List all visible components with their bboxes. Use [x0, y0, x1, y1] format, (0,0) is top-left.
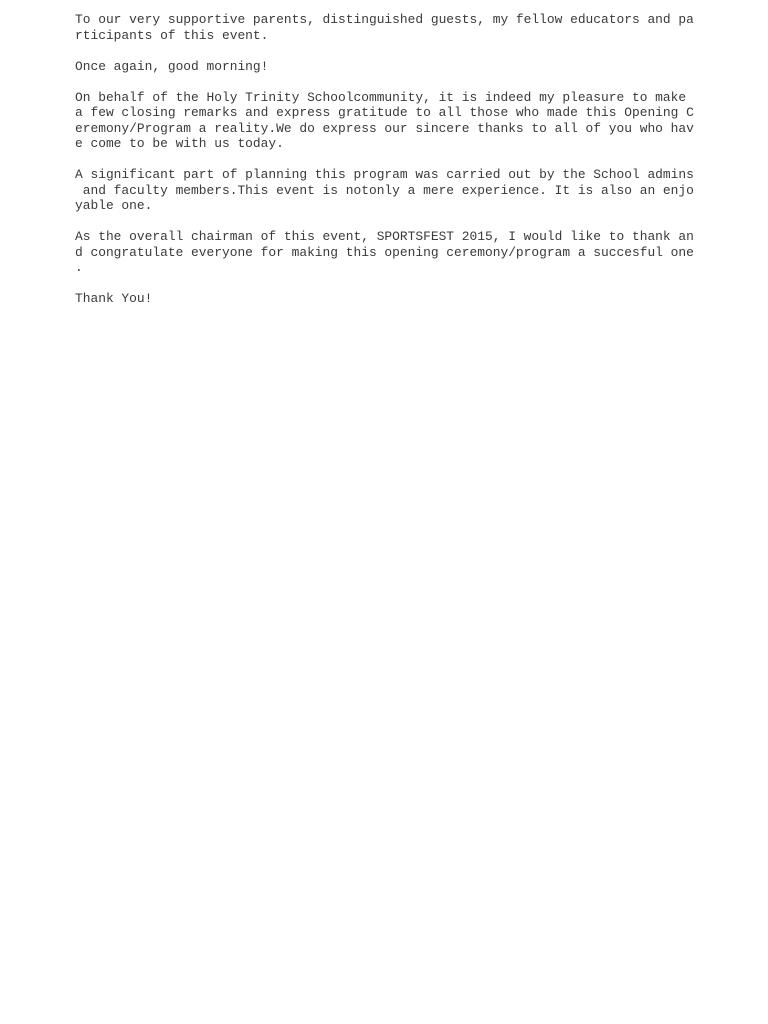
text-line: Once again, good morning! — [75, 58, 269, 74]
paragraph-gap — [75, 43, 695, 59]
text-line: . — [75, 260, 83, 275]
text-line: a few closing remarks and express gratitude to all those who made this Opening C — [75, 105, 694, 120]
text-line: d congratulate everyone for making this opening ceremony/program a succesful one — [75, 244, 694, 260]
text-line: On behalf of the Holy Trinity Schoolcommunity, it is indeed my pleasure to make — [75, 89, 687, 105]
paragraph-gratitude — [75, 90, 695, 152]
paragraph-planning — [75, 167, 695, 214]
text-line: rticipants of this event. — [75, 27, 269, 43]
text-line: Thank You! — [75, 291, 153, 306]
text-line: To our very supportive parents, distinguished guests, my fellow educators and pa — [75, 12, 694, 27]
paragraph-gap — [75, 214, 695, 230]
text-line: A significant part of planning this program was carried out by the School admins — [75, 167, 694, 182]
text-line: and faculty members.This event is notonly a mere experience. It is also an enjo — [75, 182, 694, 198]
paragraph-greeting — [75, 59, 695, 75]
text-line: e come to be with us today. — [75, 136, 284, 151]
paragraph-gap — [75, 276, 695, 292]
paragraph-gap — [75, 74, 695, 90]
paragraph-gap — [75, 152, 695, 168]
document-page — [75, 12, 695, 307]
paragraph-chairman — [75, 229, 695, 276]
paragraph-closing — [75, 291, 695, 307]
text-line: eremony/Program a reality.We do express our sincere thanks to all of you who hav — [75, 120, 694, 136]
text-line: yable one. — [75, 198, 153, 213]
paragraph-salutation — [75, 12, 695, 43]
text-line: As the overall chairman of this event, SPORTSFEST 2015, I would like to thank an — [75, 229, 694, 244]
